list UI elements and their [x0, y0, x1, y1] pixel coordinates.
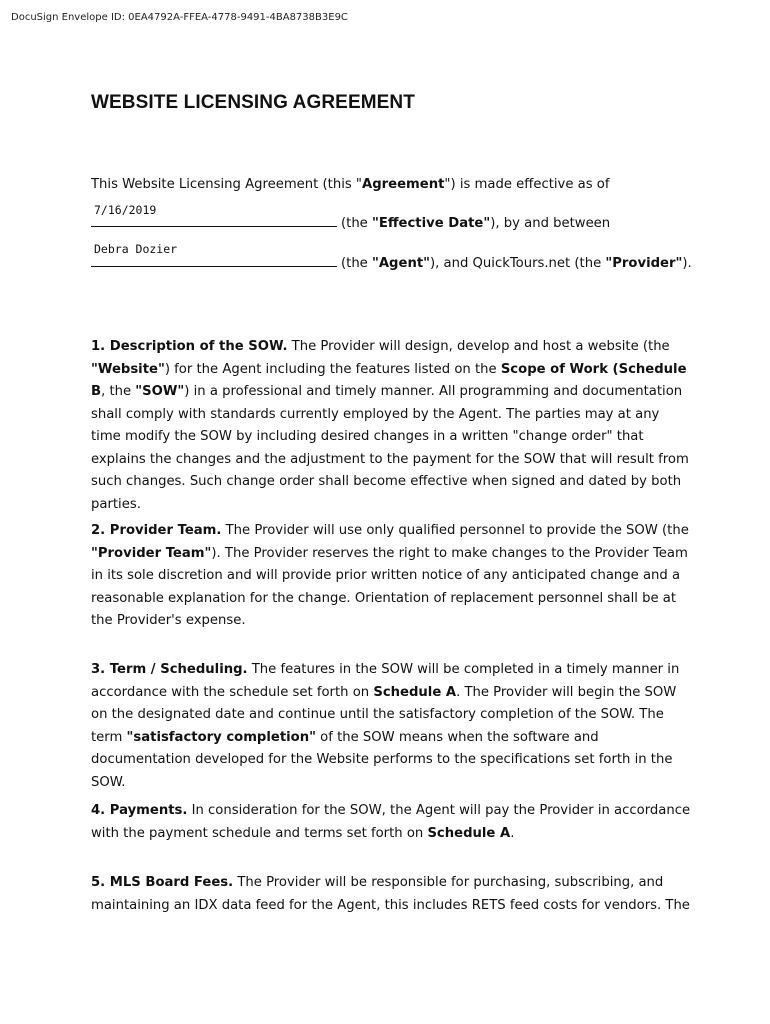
effective-date-value: 7/16/2019 — [94, 203, 157, 217]
effective-date-suffix: ), by and between — [490, 216, 611, 231]
section-text: . — [510, 825, 515, 841]
section-text: ) in a professional and timely manner. All programming and documentation shall comply with standards currently employed by the Agent. The parties may at any time modify the SOW by including desired changes in a written "change order" that explains the changes and the adjustment to the payment for the SOW that will result from such changes. Such change order shall become effective when signed and dated by both parties. — [91, 384, 689, 512]
section-3 — [91, 659, 691, 794]
section-bold-term: "Provider Team" — [91, 545, 212, 561]
section-bold-term: Schedule A — [373, 684, 457, 700]
effective-date-underline — [91, 212, 337, 227]
effective-date-line — [91, 212, 731, 236]
section-text: The features in the SOW will be completed in a timely manner in accordance with the schedule set forth on — [91, 662, 680, 700]
effective-date-prefix: (the — [341, 216, 372, 231]
agent-suffix: ). — [682, 256, 692, 271]
agent-name-value: Debra Dozier — [94, 242, 178, 256]
agent-term: "Agent" — [371, 256, 431, 271]
agent-middle: ), and QuickTours.net (the — [430, 256, 606, 271]
section-4 — [91, 800, 691, 845]
section-2 — [91, 520, 691, 633]
docusign-envelope-id: DocuSign Envelope ID: 0EA4792A-FFEA-4778-9491-4BA8738B3E9C — [11, 12, 348, 23]
section-text: of the SOW means when the software and documentation developed for the Website performs to the specifications set forth in the SOW. — [91, 729, 673, 790]
agreement-term: Agreement — [362, 177, 445, 192]
section-heading: 4. Payments. — [91, 803, 188, 818]
section-text: In consideration for the SOW, the Agent will pay the Provider in accordance with the payment schedule and terms set forth on — [91, 803, 691, 841]
section-1 — [91, 336, 691, 516]
section-text: . The Provider will begin the SOW on the designated date and continue until the satisfactory completion of the SOW. The term — [91, 684, 677, 745]
section-text: ). The Provider reserves the right to make changes to the Provider Team in its sole discretion and will provide prior written notice of any anticipated change and a reasonable explanation for the change. Orientation of replacement personnel shall be at the Provider's expense. — [91, 545, 688, 628]
section-heading: 3. Term / Scheduling. — [91, 662, 248, 677]
agent-underline — [91, 252, 337, 267]
agent-line — [91, 252, 731, 276]
agent-prefix: (the — [341, 256, 372, 271]
intro-prefix: This Website Licensing Agreement (this " — [91, 177, 362, 192]
section-heading: 1. Description of the SOW. — [91, 339, 288, 354]
document-title: WEBSITE LICENSING AGREEMENT — [91, 92, 415, 113]
intro-suffix: ") is made effective as of — [444, 177, 610, 192]
section-5 — [91, 872, 691, 917]
section-text: The Provider will be responsible for purchasing, subscribing, and maintaining an IDX data feed for the Agent, this includes RETS feed costs for vendors. The — [91, 875, 690, 913]
section-text: The Provider will use only qualified personnel to provide the SOW (the — [221, 523, 689, 538]
section-bold-term: Scope of Work (Schedule B — [91, 361, 687, 399]
intro-paragraph — [91, 174, 691, 197]
section-heading: 5. MLS Board Fees. — [91, 875, 234, 890]
section-bold-term: "satisfactory completion" — [126, 729, 316, 745]
section-text: ) for the Agent including the features listed on the — [164, 361, 501, 377]
section-text: The Provider will design, develop and host a website (the — [287, 339, 670, 354]
section-heading: 2. Provider Team. — [91, 523, 222, 538]
effective-date-term: "Effective Date" — [371, 216, 491, 231]
provider-term: "Provider" — [605, 256, 683, 271]
section-text: , the — [101, 384, 136, 399]
section-bold-term: "SOW" — [135, 384, 185, 399]
section-bold-term: Schedule A — [427, 825, 511, 841]
section-bold-term: "Website" — [91, 361, 165, 377]
